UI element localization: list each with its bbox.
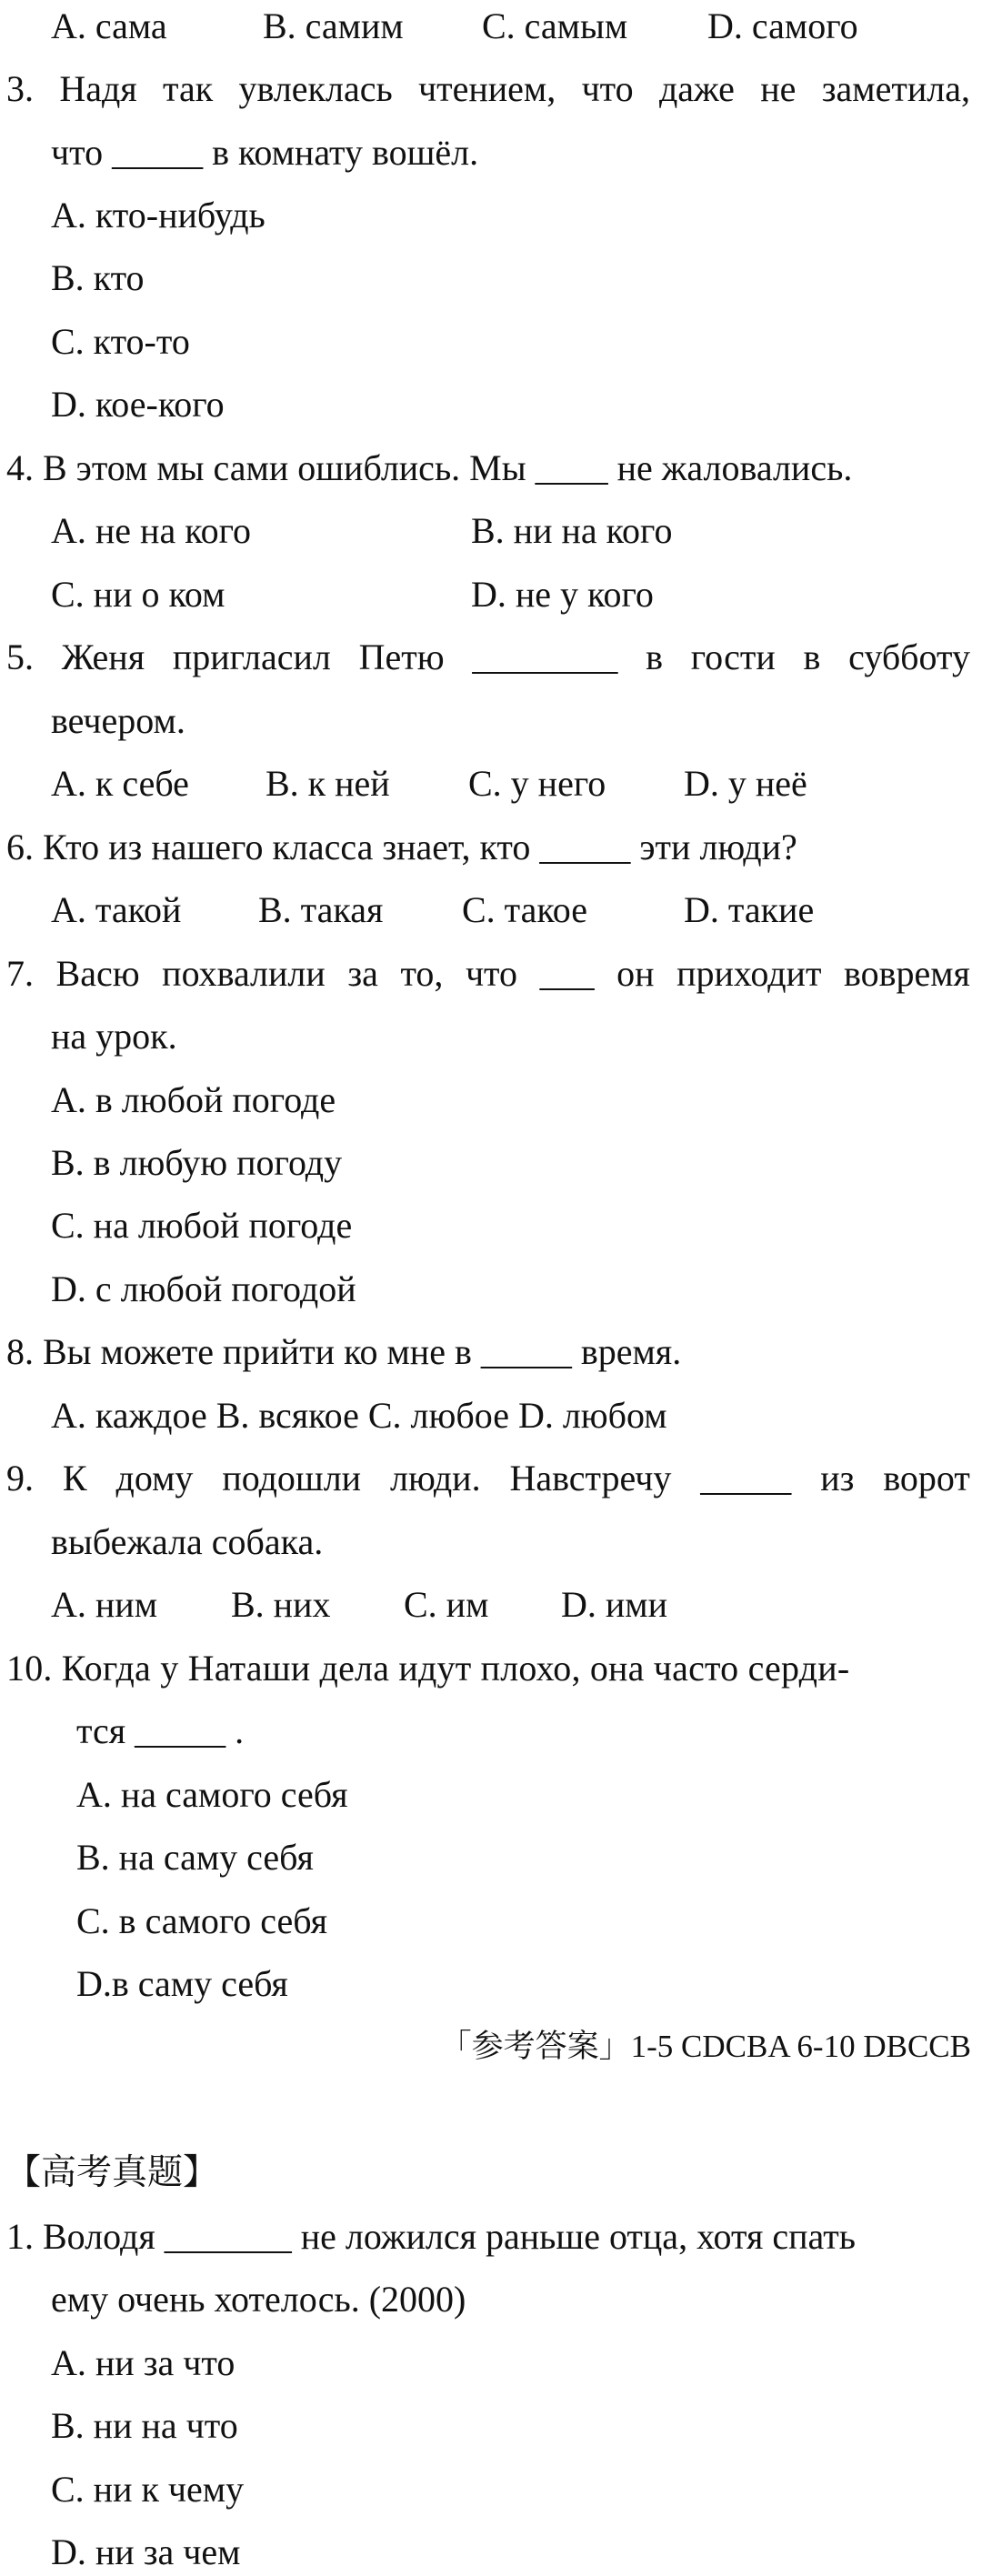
q7-option-a: A. в любой погоде	[51, 1079, 336, 1120]
q9-option-c: C. им	[404, 1584, 489, 1625]
q3-option-c: C. кто-то	[51, 321, 190, 362]
exam-q1-line1: 1. Володя _______ не ложился раньше отца, хотя спать	[6, 2216, 856, 2257]
q5-word: в	[803, 636, 821, 677]
q5-word: 5.	[6, 636, 34, 677]
q5-option-c: C. у него	[468, 763, 606, 804]
q7-option-c: C. на любой погоде	[51, 1205, 353, 1246]
q4-option-a: A. не на кого	[51, 510, 252, 551]
q3-question-line1	[6, 68, 970, 109]
q3-word: так	[163, 68, 214, 109]
q9-word: ворот	[883, 1458, 970, 1498]
q7-word: за	[347, 953, 378, 994]
q2-option-c: C. самым	[482, 5, 628, 46]
q5-question-line1	[6, 636, 970, 677]
q9-word: 9.	[6, 1458, 34, 1498]
q9-word: К	[62, 1458, 87, 1498]
q10-option-d: D.в саму себя	[76, 1963, 288, 2004]
q3-word: 3.	[6, 68, 34, 109]
q3-word: что	[581, 68, 634, 109]
q7-option-b: B. в любую погоду	[51, 1142, 343, 1183]
q7-question-line2: на урок.	[51, 1016, 177, 1057]
q3-word: увлеклась	[238, 68, 393, 109]
q3-word: даже	[658, 68, 735, 109]
section-title: 【高考真题】	[5, 2152, 219, 2193]
q2-option-b: B. самим	[263, 5, 404, 46]
q10-option-a: A. на самого себя	[76, 1774, 348, 1815]
q8-question: 8. Вы можете прийти ко мне в _____ время.	[6, 1331, 682, 1372]
q8-options: A. каждое B. всякое C. любое D. любом	[51, 1395, 667, 1436]
q7-word: приходит	[676, 953, 822, 994]
q7-word: что	[465, 953, 518, 994]
q4-question: 4. В этом мы сами ошиблись. Мы ____ не жаловались.	[6, 447, 853, 488]
exam-q1-line2: ему очень хотелось. (2000)	[51, 2279, 466, 2320]
q9-word: дому	[115, 1458, 194, 1498]
q3-question-line2: что _____ в комнату вошёл.	[51, 132, 479, 173]
q4-option-d: D. не у кого	[471, 574, 654, 615]
q9-question-line1	[6, 1460, 970, 1497]
q5-option-a: A. к себе	[51, 763, 189, 804]
q10-question-line1: 10. Когда у Наташи дела идут плохо, она часто серди-	[6, 1648, 850, 1689]
q7-word: ___	[539, 953, 595, 994]
q3-word: Надя	[59, 68, 137, 109]
exam-q1-option-a: A. ни за что	[51, 2342, 235, 2383]
q5-word: ________	[472, 636, 618, 677]
q5-word: пригласил	[172, 636, 331, 677]
q7-word: то,	[400, 953, 444, 994]
q9-word: подошли	[222, 1458, 362, 1498]
q5-option-d: D. у неё	[684, 763, 807, 804]
q7-word: он	[616, 953, 655, 994]
q10-option-b: B. на саму себя	[76, 1837, 314, 1878]
q4-option-c: C. ни о ком	[51, 574, 225, 615]
exam-q1-option-d: D. ни за чем	[51, 2531, 241, 2572]
q5-word: субботу	[848, 636, 970, 677]
q3-option-b: B. кто	[51, 257, 145, 298]
q2-option-d: D. самого	[707, 5, 858, 46]
q5-word: Петю	[358, 636, 445, 677]
q9-option-a: A. ним	[51, 1584, 158, 1625]
q9-word: люди.	[390, 1458, 481, 1498]
q10-question-line2: тся _____ .	[76, 1710, 245, 1751]
q6-option-b: B. такая	[258, 889, 384, 930]
q6-option-d: D. такие	[684, 889, 815, 930]
answer-key: 「参考答案」1-5 CDCBA 6-10 DBCCB	[439, 2029, 971, 2064]
q9-option-d: D. ими	[561, 1584, 668, 1625]
q5-option-b: B. к ней	[266, 763, 390, 804]
q3-option-d: D. кое-кого	[51, 384, 225, 425]
q7-question-line1	[6, 953, 970, 994]
q10-option-c: C. в самого себя	[76, 1900, 328, 1941]
q5-question-line2: вечером.	[51, 700, 185, 741]
q7-word: 7.	[6, 953, 34, 994]
exam-q1-option-c: C. ни к чему	[51, 2469, 245, 2510]
q9-question-line2: выбежала собака.	[51, 1521, 324, 1562]
q7-word: похвалили	[162, 953, 326, 994]
q7-word: вовремя	[843, 953, 970, 994]
q9-word: _____	[700, 1458, 792, 1498]
q3-word: не	[760, 68, 797, 109]
q5-word: Женя	[61, 636, 145, 677]
q2-option-a: A. сама	[51, 5, 167, 46]
q9-word: из	[820, 1458, 855, 1498]
q3-word: заметила,	[821, 68, 970, 109]
q7-word: Васю	[55, 953, 140, 994]
q9-option-b: B. них	[231, 1584, 331, 1625]
q3-word: чтением,	[418, 68, 556, 109]
q5-word: гости	[690, 636, 776, 677]
q6-option-c: C. такое	[462, 889, 588, 930]
exam-q1-option-b: B. ни на что	[51, 2405, 238, 2446]
q6-option-a: A. такой	[51, 889, 182, 930]
q3-option-a: A. кто-нибудь	[51, 195, 266, 236]
q9-word: Навстречу	[509, 1458, 672, 1498]
q6-question: 6. Кто из нашего класса знает, кто _____ эти люди?	[6, 827, 797, 867]
q7-option-d: D. с любой погодой	[51, 1268, 356, 1309]
q4-option-b: B. ни на кого	[471, 510, 673, 551]
q5-word: в	[646, 636, 663, 677]
